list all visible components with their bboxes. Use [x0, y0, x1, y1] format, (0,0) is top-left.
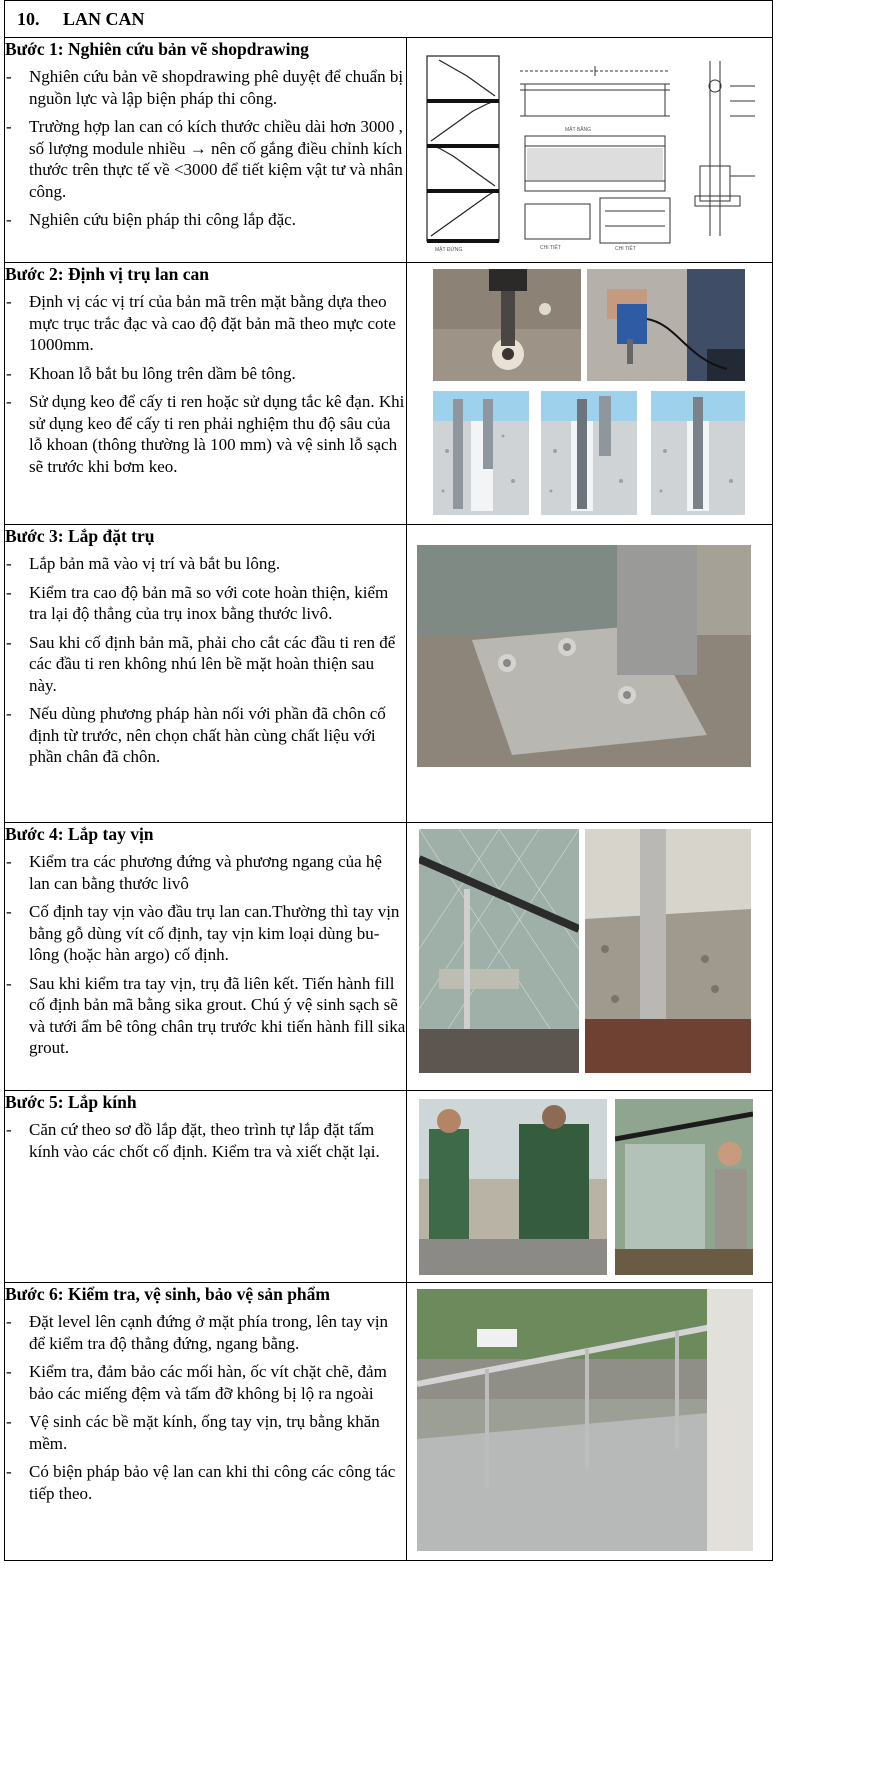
step-title: Bước 4: Lắp tay vịn: [5, 824, 154, 844]
bullet-item: - Cố định tay vịn vào đầu trụ lan can.Thường thì tay vịn bằng gỗ dùng vít cố định, tay vịn kim loại dùng bu-lông (hoặc hàn argo) cố định.: [6, 902, 400, 964]
bullet-item: - Đặt level lên cạnh đứng ở mặt phía trong, lên tay vịn để kiểm tra độ thẳng đứng, ngang bằng.: [6, 1312, 389, 1353]
section-title: LAN CAN: [63, 8, 145, 29]
anchor-diagram-1: [433, 391, 529, 515]
step-row-6: [5, 1283, 773, 1561]
step-bullets: [5, 851, 406, 1059]
step-title: Bước 1: Nghiên cứu bản vẽ shopdrawing: [5, 39, 309, 59]
bullet-item: - Định vị các vị trí của bản mã trên mặt bằng dựa theo mực trục trắc đạc và cao độ đặt bản mã theo mực cote 1000mm.: [6, 292, 396, 354]
step-row-5: [5, 1091, 773, 1283]
anchor-diagram-3: [651, 391, 745, 515]
bullet-item: - Nghiên cứu biện pháp thi công lắp đặc.: [6, 210, 296, 229]
bullet-item: - Kiểm tra các phương đứng và phương ngang của hệ lan can bằng thước livô: [6, 852, 382, 893]
base-plate-photo: [417, 545, 751, 767]
bullet-item: - Trường hợp lan can có kích thước chiều dài hơn 3000 , số lượng module nhiều → nên cố gắng điều chỉnh kích thước trên thực tế về <3000 để tiết kiệm vật tư và nhân công.: [6, 117, 403, 201]
railing-procedure-table: [4, 0, 773, 1561]
step-title: Bước 6: Kiểm tra, vệ sinh, bảo vệ sản phẩm: [5, 1284, 330, 1304]
drilling-photo-worker: [587, 269, 745, 381]
step-bullets: [5, 1119, 406, 1162]
finished-railing-photo: [417, 1289, 753, 1551]
step-bullets: [5, 1311, 406, 1504]
step-bullets: [5, 66, 406, 231]
glass-install-photo-2: [615, 1099, 753, 1275]
handrail-photo-1: [419, 829, 579, 1073]
section-header-row: [5, 1, 773, 38]
bullet-item: - Kiểm tra, đảm bảo các mối hàn, ốc vít chặt chẽ, đảm bảo các miếng đệm và tấm đỡ không bị lộ ra ngoài: [6, 1362, 387, 1403]
step-title: Bước 3: Lắp đặt trụ: [5, 526, 155, 546]
shopdrawing-image: [415, 46, 765, 254]
anchor-diagram-2: [541, 391, 637, 515]
bullet-item: - Có biện pháp bảo vệ lan can khi thi công các công tác tiếp theo.: [6, 1462, 396, 1503]
step-bullets: [5, 553, 406, 768]
bullet-item: - Vệ sinh các bề mặt kính, ống tay vịn, trụ bằng khăn mềm.: [6, 1412, 380, 1453]
section-heading: [5, 1, 772, 37]
bullet-item: - Nếu dùng phương pháp hàn nối với phần đã chôn cố định từ trước, nên chọn chất hàn cùng chất liệu với phần chân đã chôn.: [6, 704, 386, 766]
bullet-item: - Nghiên cứu bản vẽ shopdrawing phê duyệt để chuẩn bị nguồn lực và lập biện pháp thi công.: [6, 67, 404, 108]
step-row-3: [5, 525, 773, 823]
glass-install-photo-1: [419, 1099, 607, 1275]
step-bullets: [5, 291, 406, 477]
section-number: 10.: [17, 8, 40, 29]
bullet-item: - Kiểm tra cao độ bản mã so với cote hoàn thiện, kiểm tra lại độ thẳng của trụ inox bằng thước livô.: [6, 582, 389, 623]
handrail-photo-2: [585, 829, 751, 1073]
bullet-item: - Sử dụng keo để cấy ti ren hoặc sử dụng tắc kê đạn. Khi sử dụng keo để cấy ti ren phải nghiệm thu độ sâu của lỗ khoan (thông thường là 100 mm) và vệ sinh lỗ sạch sẽ trước khi bơm keo.: [6, 392, 405, 476]
step-row-4: [5, 823, 773, 1091]
bullet-item: - Lắp bản mã vào vị trí và bắt bu lông.: [6, 554, 281, 573]
drawing-label-elevation: MẶT ĐỨNG: [435, 247, 463, 253]
step-row-1: [5, 38, 773, 263]
bullet-item: - Khoan lỗ bắt bu lông trên dầm bê tông.: [6, 363, 296, 383]
step-row-2: [5, 263, 773, 525]
bullet-item: - Sau khi kiểm tra tay vịn, trụ đã liên kết. Tiến hành fill cố định bản mã bằng sika grout. Chú ý vệ sinh sạch sẽ và tưới ẩm bê tông chân trụ trước khi tiến hành fill sika grout.: [6, 973, 406, 1057]
drawing-label-detail-b: CHI TIẾT: [615, 246, 636, 252]
step-title: Bước 2: Định vị trụ lan can: [5, 264, 209, 284]
drilling-photo-closeup: [433, 269, 581, 381]
bullet-item: - Sau khi cố định bản mã, phải cho cắt các đầu ti ren để các đầu ti ren không nhú lên bề mặt hoàn thiện sau này.: [6, 632, 396, 695]
drawing-label-plan: MẶT BẰNG: [565, 127, 592, 133]
bullet-item: - Căn cứ theo sơ đồ lắp đặt, theo trình tự lắp đặt tấm kính vào các chốt cố định. Kiểm tra và xiết chặt lại.: [6, 1120, 380, 1161]
drawing-label-detail-a: CHI TIẾT: [540, 245, 561, 251]
step-title: Bước 5: Lắp kính: [5, 1092, 137, 1112]
